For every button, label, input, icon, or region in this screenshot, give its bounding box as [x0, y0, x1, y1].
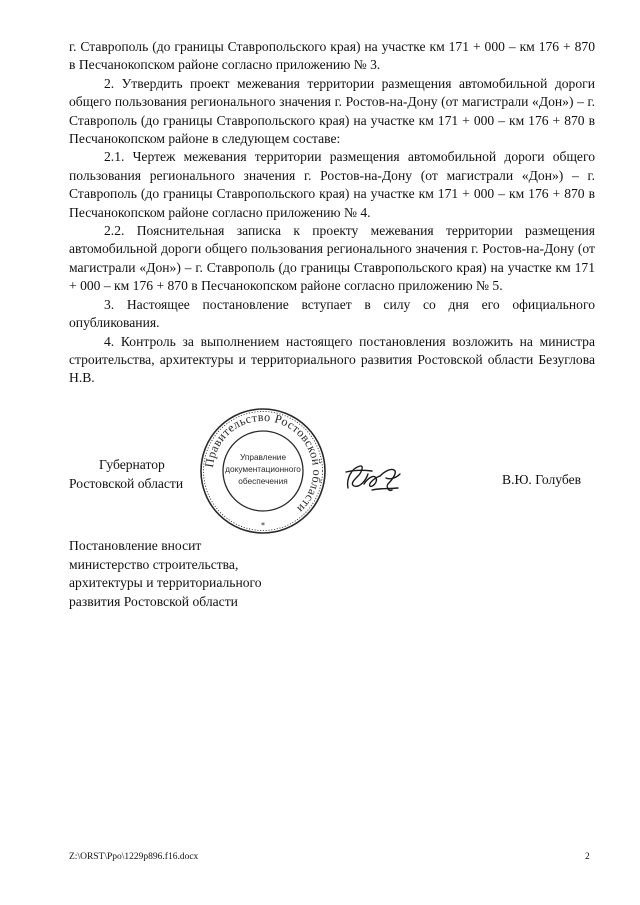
paragraph-item-2-1: 2.1. Чертеж межевания территории размещения автомобильной дороги общего пользования регионального значения г. Ростов-на-Дону (от магистрали «Дон») – г. Ставрополь (до границы Ставропольского края) на участке км 171 + 000 – км 176 + 870 в Песчанокопском районе согласно приложению № 4.	[69, 149, 595, 220]
note-line: Постановление вносит	[69, 538, 202, 553]
paragraph-continuation: г. Ставрополь (до границы Ставропольского края) на участке км 171 + 000 – км 176 + 870 в Песчанокопском районе согласно приложению № 3.	[69, 39, 595, 73]
paragraph-item-2-2: 2.2. Пояснительная записка к проекту межевания территории размещения автомобильной дороги общего пользования регионального значения г. Ростов-на-Дону (от магистрали «Дон») – г. Ставрополь (до границы Ставропольского края) на участке км 171 + 000 – км 176 + 870 в Песчанокопском районе согласно приложению № 5.	[69, 223, 595, 294]
signatory-name: В.Ю. Голубев	[502, 472, 582, 487]
handwritten-signature	[342, 458, 404, 500]
svg-text:*: *	[261, 521, 265, 530]
body-text	[69, 38, 595, 388]
note-line: развития Ростовской области	[69, 593, 238, 609]
svg-text:Управление: Управление	[239, 452, 287, 462]
footer-file-path: Z:\ORST\Ppo\1229p896.f16.docx	[69, 852, 199, 862]
paragraph-item-2: 2. Утвердить проект межевания территории размещения автомобильной дороги общего пользования регионального значения г. Ростов-на-Дону (от магистрали «Дон») – г. Ставрополь (до границы Ставропольского края) на участке км 171 + 000 – км 176 + 870 в Песчанокопском районе в следующем составе:	[69, 75, 595, 147]
signatory-position	[69, 456, 183, 493]
note-line: архитектуры и территориального	[69, 575, 262, 591]
official-seal-stamp	[197, 405, 329, 537]
signatory-title: Губернатор	[99, 457, 165, 472]
paragraph-item-4: 4. Контроль за выполнением настоящего постановления возложить на министра строительства, архитектуры и территориального развития Ростовской области Безуглова Н.В.	[69, 333, 595, 386]
page-number: 2	[585, 852, 590, 862]
svg-text:Правительство Ростовской облас: Правительство Ростовской области	[202, 409, 325, 517]
paragraph-item-3: 3. Настоящее постановление вступает в силу со дня его официального опубликования.	[69, 296, 595, 331]
signatory-region: Ростовской области	[69, 475, 184, 491]
submission-note	[69, 537, 262, 611]
svg-text:обеспечения: обеспечения	[238, 476, 288, 486]
note-line: министерство строительства,	[69, 556, 239, 572]
svg-text:документационного: документационного	[225, 464, 301, 474]
